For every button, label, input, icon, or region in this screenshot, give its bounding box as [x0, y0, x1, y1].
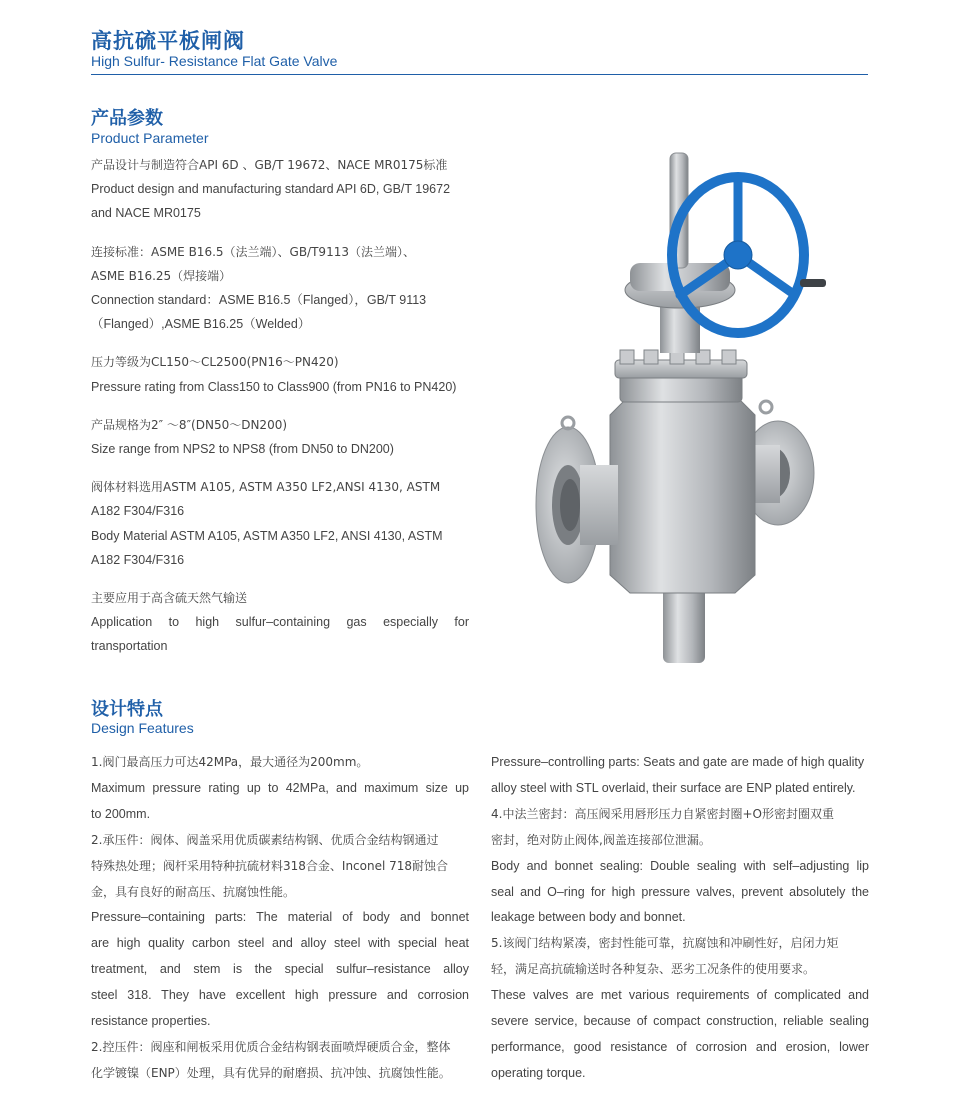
page-subtitle: High Sulfur- Resistance Flat Gate Valve — [91, 53, 338, 69]
feature-line: 金，具有良好的耐高压、抗腐蚀性能。 — [91, 884, 296, 899]
parameter-line: transportation — [91, 639, 168, 654]
parameter-line: A182 F304/F316 — [91, 504, 185, 519]
feature-line: Body and bonnet sealing: Double sealing with self–adjusting lip — [491, 858, 869, 873]
parameter-line: 阀体材料选用ASTM A105, ASTM A350 LF2,ANSI 4130, ASTM — [91, 480, 441, 495]
parameter-line: （Flanged）,ASME B16.25（Welded） — [91, 317, 311, 332]
feature-line: seal and O–ring for high pressure valves, prevent absolutely the — [491, 884, 869, 899]
parameter-line: 产品设计与制造符合API 6D 、GB/T 19672、NACE MR0175标准 — [91, 158, 448, 172]
parameter-line: Pressure rating from Class150 to Class900 (from PN16 to PN420) — [91, 379, 457, 394]
feature-line: are high quality carbon steel and alloy steel with special heat — [91, 936, 469, 951]
feature-line: resistance properties. — [91, 1013, 211, 1028]
parameter-pressure — [91, 350, 469, 398]
feature-line: 特殊热处理；阀杆采用特种抗硫材料318合金、Inconel 718耐蚀合 — [91, 858, 449, 873]
feature-line: Pressure–controlling parts: Seats and gate are made of high quality — [491, 755, 865, 769]
page-title: 高抗硫平板闸阀 — [91, 29, 245, 53]
product-parameter-subheading: Product Parameter — [91, 130, 209, 146]
parameter-standards — [91, 153, 469, 226]
parameter-size — [91, 413, 469, 461]
gate-valve-image — [520, 145, 840, 670]
feature-line: 密封，绝对防止阀体,阀盖连接部位泄漏。 — [491, 832, 711, 847]
parameter-line: Connection standard：ASME B16.5（Flanged），GB/T 9113 — [91, 293, 427, 308]
product-parameter-heading: 产品参数 — [91, 108, 163, 129]
feature-line: 2.承压件：阀体、阀盖采用优质碳素结构钢、优质合金结构钢通过 — [91, 832, 439, 847]
design-features-subheading: Design Features — [91, 720, 194, 736]
feature-line: steel 318. They have excellent high pressure and corrosion — [91, 988, 469, 1003]
design-features-heading: 设计特点 — [91, 699, 163, 720]
parameter-line: Product design and manufacturing standard API 6D, GB/T 19672 — [91, 182, 451, 197]
feature-line: 2.控压件：阀座和闸板采用优质合金结构钢表面喷焊硬质合金，整体 — [91, 1039, 451, 1054]
feature-line: These valves are met various requirements of complicated and — [491, 988, 869, 1003]
feature-line: leakage between body and bonnet. — [491, 910, 686, 925]
feature-line: 4.中法兰密封：高压阀采用唇形压力自紧密封圈+O形密封圈双重 — [491, 806, 834, 821]
feature-line: alloy steel with STL overlaid, their surface are ENP plated entirely. — [491, 780, 856, 795]
design-features-left-column — [91, 750, 469, 1087]
feature-line: Maximum pressure rating up to 42MPa, and maximum size up — [91, 780, 469, 795]
feature-line: operating torque. — [491, 1065, 586, 1080]
parameter-connection — [91, 240, 469, 337]
feature-line: to 200mm. — [91, 806, 151, 821]
feature-line: severe service, because of compact construction, reliable sealing — [491, 1014, 869, 1029]
parameter-line: and NACE MR0175 — [91, 206, 201, 221]
parameter-line: ASME B16.25（焊接端） — [91, 268, 232, 283]
design-features-right-column — [491, 750, 869, 1087]
feature-line: 轻，满足高抗硫输送时各种复杂、恶劣工况条件的使用要求。 — [491, 962, 816, 977]
parameter-line: Application to high sulfur–containing gas especially for — [91, 615, 469, 630]
title-divider — [91, 74, 868, 75]
feature-line: 5.该阀门结构紧凑，密封性能可靠，抗腐蚀和冲刷性好，启闭力矩 — [491, 936, 839, 951]
product-parameter-list — [91, 153, 469, 673]
parameter-line: 主要应用于高含硫天然气输送 — [91, 591, 248, 606]
feature-line: 化学镀镍（ENP）处理，具有优异的耐磨损、抗冲蚀、抗腐蚀性能。 — [91, 1065, 451, 1080]
parameter-line: 压力等级为CL150～CL2500(PN16～PN420) — [91, 355, 339, 370]
feature-line: treatment, and stem is the special sulfur–resistance alloy — [91, 962, 469, 977]
parameter-line: A182 F304/F316 — [91, 552, 185, 567]
parameter-line: 产品规格为2″ ～8″(DN50～DN200) — [91, 417, 288, 432]
feature-line: 1.阀门最高压力可达42MPa，最大通径为200mm。 — [91, 755, 369, 769]
parameter-line: 连接标准：ASME B16.5（法兰端）、GB/T9113（法兰端）、 — [91, 244, 415, 259]
feature-line: performance, good resistance of corrosion and erosion, lower — [491, 1039, 869, 1054]
feature-line: Pressure–containing parts: The material of body and bonnet — [91, 910, 469, 925]
parameter-material — [91, 475, 469, 572]
parameter-line: Size range from NPS2 to NPS8 (from DN50 to DN200) — [91, 442, 394, 457]
parameter-application — [91, 586, 469, 659]
parameter-line: Body Material ASTM A105, ASTM A350 LF2, ANSI 4130, ASTM — [91, 528, 443, 543]
